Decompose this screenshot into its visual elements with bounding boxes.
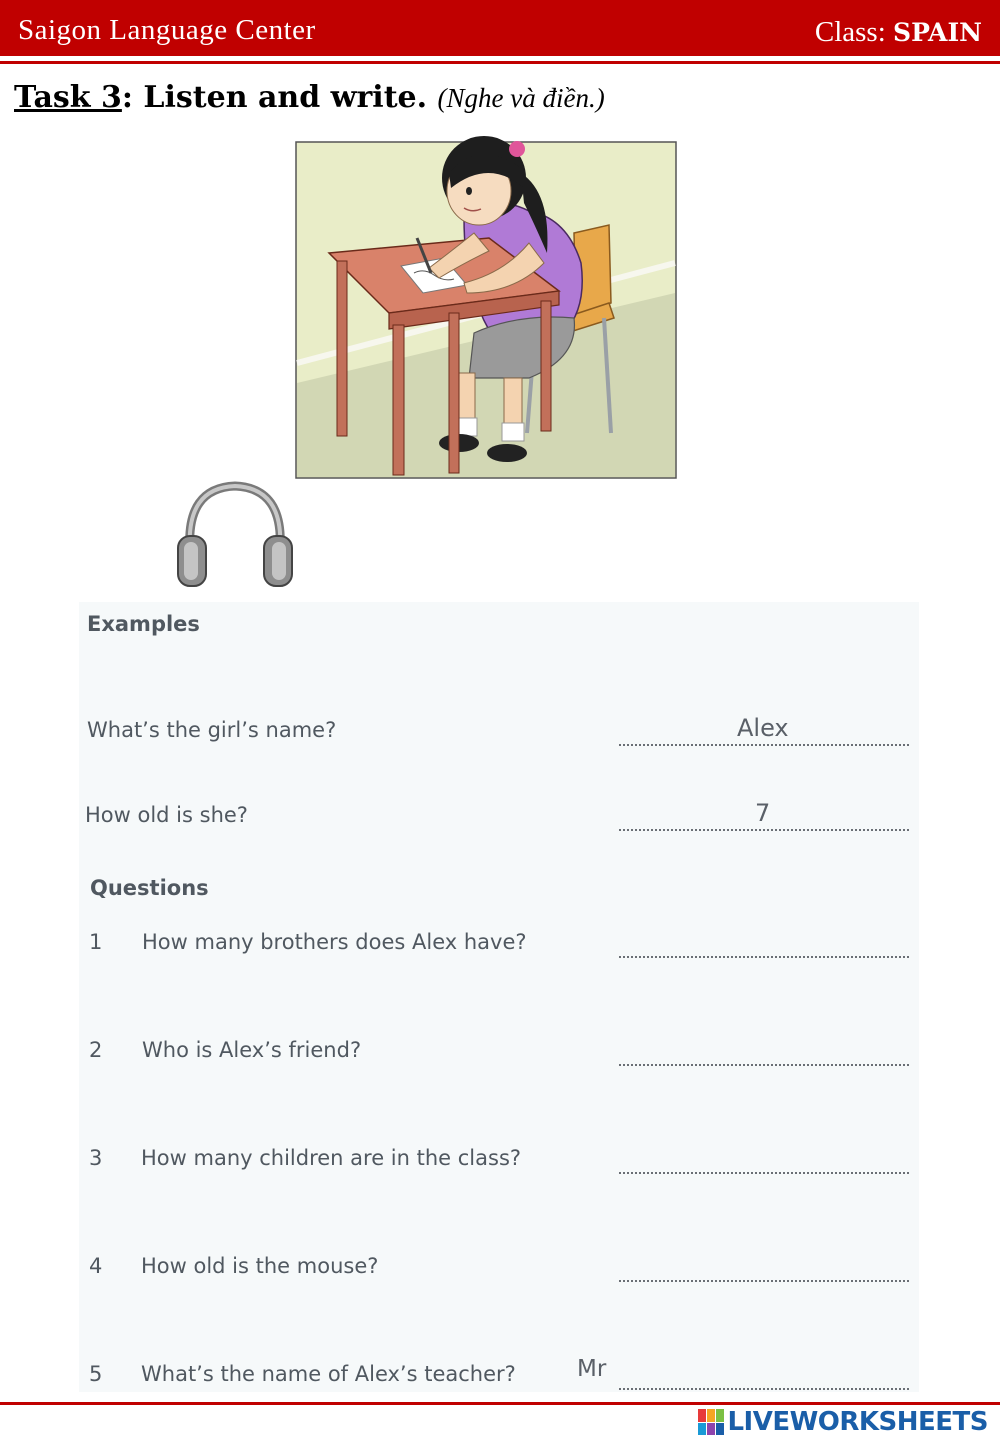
questions-heading: Questions — [90, 876, 209, 900]
task-number: Task 3 — [14, 80, 122, 115]
task-instruction: Listen and write. — [132, 80, 428, 115]
question-text: How many brothers does Alex have? — [142, 930, 527, 954]
question-number: 1 — [89, 930, 103, 954]
logo-text: LIVEWORKSHEETS — [727, 1407, 988, 1437]
answer-input-line[interactable] — [619, 1388, 909, 1390]
examples-heading: Examples — [87, 612, 200, 636]
girl-writing-illustration — [289, 133, 682, 487]
example-answer: Alex — [737, 714, 789, 742]
question-row — [79, 1140, 919, 1180]
question-row — [79, 924, 919, 964]
question-row — [79, 1356, 919, 1396]
class-label — [815, 16, 982, 49]
question-text: Who is Alex’s friend? — [142, 1038, 362, 1062]
header-divider — [0, 61, 1000, 64]
question-text: How many children are in the class? — [141, 1146, 522, 1170]
liveworksheets-logo — [698, 1407, 988, 1437]
answer-input-line[interactable] — [619, 1172, 909, 1174]
answer-input-line[interactable] — [619, 956, 909, 958]
example-question: What’s the girl’s name? — [87, 718, 337, 742]
answer-input-line[interactable] — [619, 1280, 909, 1282]
example-answer-line — [619, 744, 909, 746]
task-subtitle: (Nghe và điền.) — [437, 83, 605, 113]
example-row — [79, 712, 919, 752]
school-name: Saigon Language Center — [18, 14, 316, 46]
task-colon: : — [121, 80, 133, 115]
example-row — [79, 797, 919, 837]
logo-mark-icon — [698, 1409, 724, 1435]
answer-input-line[interactable] — [619, 1064, 909, 1066]
question-text: How old is the mouse? — [141, 1254, 379, 1278]
answer-prefix: Mr — [577, 1356, 607, 1382]
example-question: How old is she? — [85, 803, 248, 827]
header-bar — [0, 0, 1000, 56]
question-number: 2 — [89, 1038, 103, 1062]
question-row — [79, 1032, 919, 1072]
headphones-icon — [176, 478, 294, 590]
class-label-text: Class: — [814, 16, 886, 48]
question-text: What’s the name of Alex’s teacher? — [141, 1362, 516, 1386]
class-name: SPAIN — [893, 18, 982, 47]
question-row — [79, 1248, 919, 1288]
question-number: 4 — [89, 1254, 103, 1278]
question-number: 3 — [89, 1146, 103, 1170]
example-answer-line — [619, 829, 909, 831]
example-answer: 7 — [755, 799, 771, 827]
footer-divider — [0, 1402, 1000, 1405]
exercise-panel — [79, 602, 919, 1392]
question-number: 5 — [89, 1362, 103, 1386]
task-title — [14, 80, 605, 115]
